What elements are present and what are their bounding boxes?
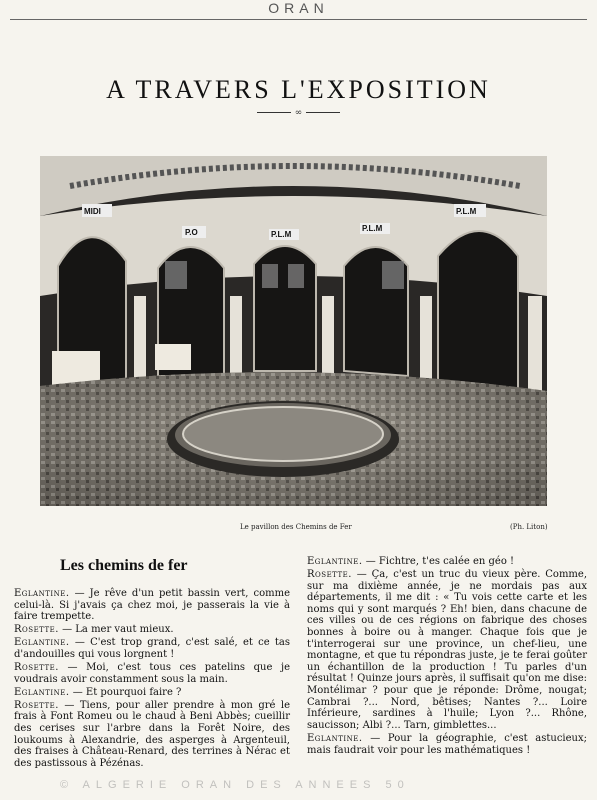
sign-plm-2: P.L.M [362, 224, 383, 233]
speaker: Eglantine. [14, 686, 70, 698]
dialogue-line [14, 687, 290, 699]
sign-midi: MIDI [84, 207, 101, 216]
section-title: Les chemins de fer [60, 557, 188, 574]
speaker: Eglantine. [14, 588, 70, 599]
line-text: — Moi, c'est tous ces patelins que je voudrais avoir constamment sous la main. [14, 662, 290, 685]
speaker: Eglantine. [307, 732, 363, 744]
journal-header [0, 0, 597, 22]
speaker: Eglantine. [14, 637, 70, 649]
dialogue-line [14, 662, 290, 685]
line-text: — Tiens, pour aller prendre à mon gré le frais à Font Romeu ou le chaud à Beni Abbès; cueillir des cerises sur l'arbre dans la Forêt Noire, des loukoums à Alexandrie, des asperges à Argenteuil, des fraises à Château-Renard, des terrines à Nérac et des pastissous à Pézénas. [14, 699, 290, 769]
line-text: — Et pourquoi faire ? [69, 686, 182, 698]
dialogue-line [307, 556, 587, 568]
line-text: — Je rêve d'un petit bassin vert, comme celui-là. Si j'avais ça chez moi, je passerais la vie à faire trempette. [14, 588, 290, 623]
sign-plm-3: P.L.M [456, 207, 477, 216]
sign-plm-1: P.L.M [271, 230, 292, 239]
speaker: Rosette. [14, 624, 59, 636]
dialogue-line [14, 637, 290, 660]
photo-credit: (Ph. Liton) [510, 523, 548, 531]
speaker: Rosette. [307, 569, 352, 581]
dialogue-line [307, 733, 587, 756]
left-column [14, 556, 290, 771]
article-title: A TRAVERS L'EXPOSITION [106, 75, 491, 105]
dialogue-line [14, 588, 290, 623]
sign-po: P.O [185, 228, 198, 237]
header-rule [10, 19, 587, 20]
dialogue-line [14, 700, 290, 770]
photo-caption: Le pavillon des Chemins de Fer [240, 523, 352, 531]
right-column [307, 556, 587, 758]
line-text: — Ça, c'est un truc du vieux père. Comme, sur ma dixième année, je ne mordais pas aux départements, il me dit : « Tu vois cette carte et les noms qui y sont marqués ? Eh! bien, dans chacune de ces villes ou de ces régions on fabrique des choses bonnes à boire ou à manger. Chaque fois que je t'interrogerai sur une province, un chef-lieu, une montagne, et que tu répondras juste, je te ferai goûter un échantillon de la production ! Tu parles d'un résultat ! Quinze jours après, il suffisait qu'on me dise: Montélimar ? pour que je réponde: Drôme, nougat; Cambrai ?... Nord, bêtises; Nantes ?... Loire Inférieure, sardines à l'huile; Lyon ?... Rhône, saucisson; Albi ?... Tarn, gimblettes... [307, 569, 587, 731]
line-text: — La mer vaut mieux. [58, 624, 174, 636]
speaker: Rosette. [14, 699, 59, 711]
pavilion-photo [40, 156, 547, 506]
title-ornament: ∞ [0, 108, 597, 118]
line-text: — C'est trop grand, c'est salé, et ce tas d'andouilles qui vous lorgnent ! [14, 637, 290, 660]
line-text: — Pour la géographie, c'est astucieux; mais faudrait voir pour les mathématiques ! [307, 732, 587, 756]
line-text: — Fichtre, t'es calée en géo ! [362, 556, 515, 567]
watermark: © ALGERIE ORAN DES ANNEES 50 [60, 779, 410, 791]
speaker: Eglantine. [307, 556, 363, 567]
dialogue-line [14, 624, 290, 636]
speaker: Rosette. [14, 662, 59, 674]
dialogue-line [307, 569, 587, 731]
journal-name: ORAN [268, 0, 329, 16]
